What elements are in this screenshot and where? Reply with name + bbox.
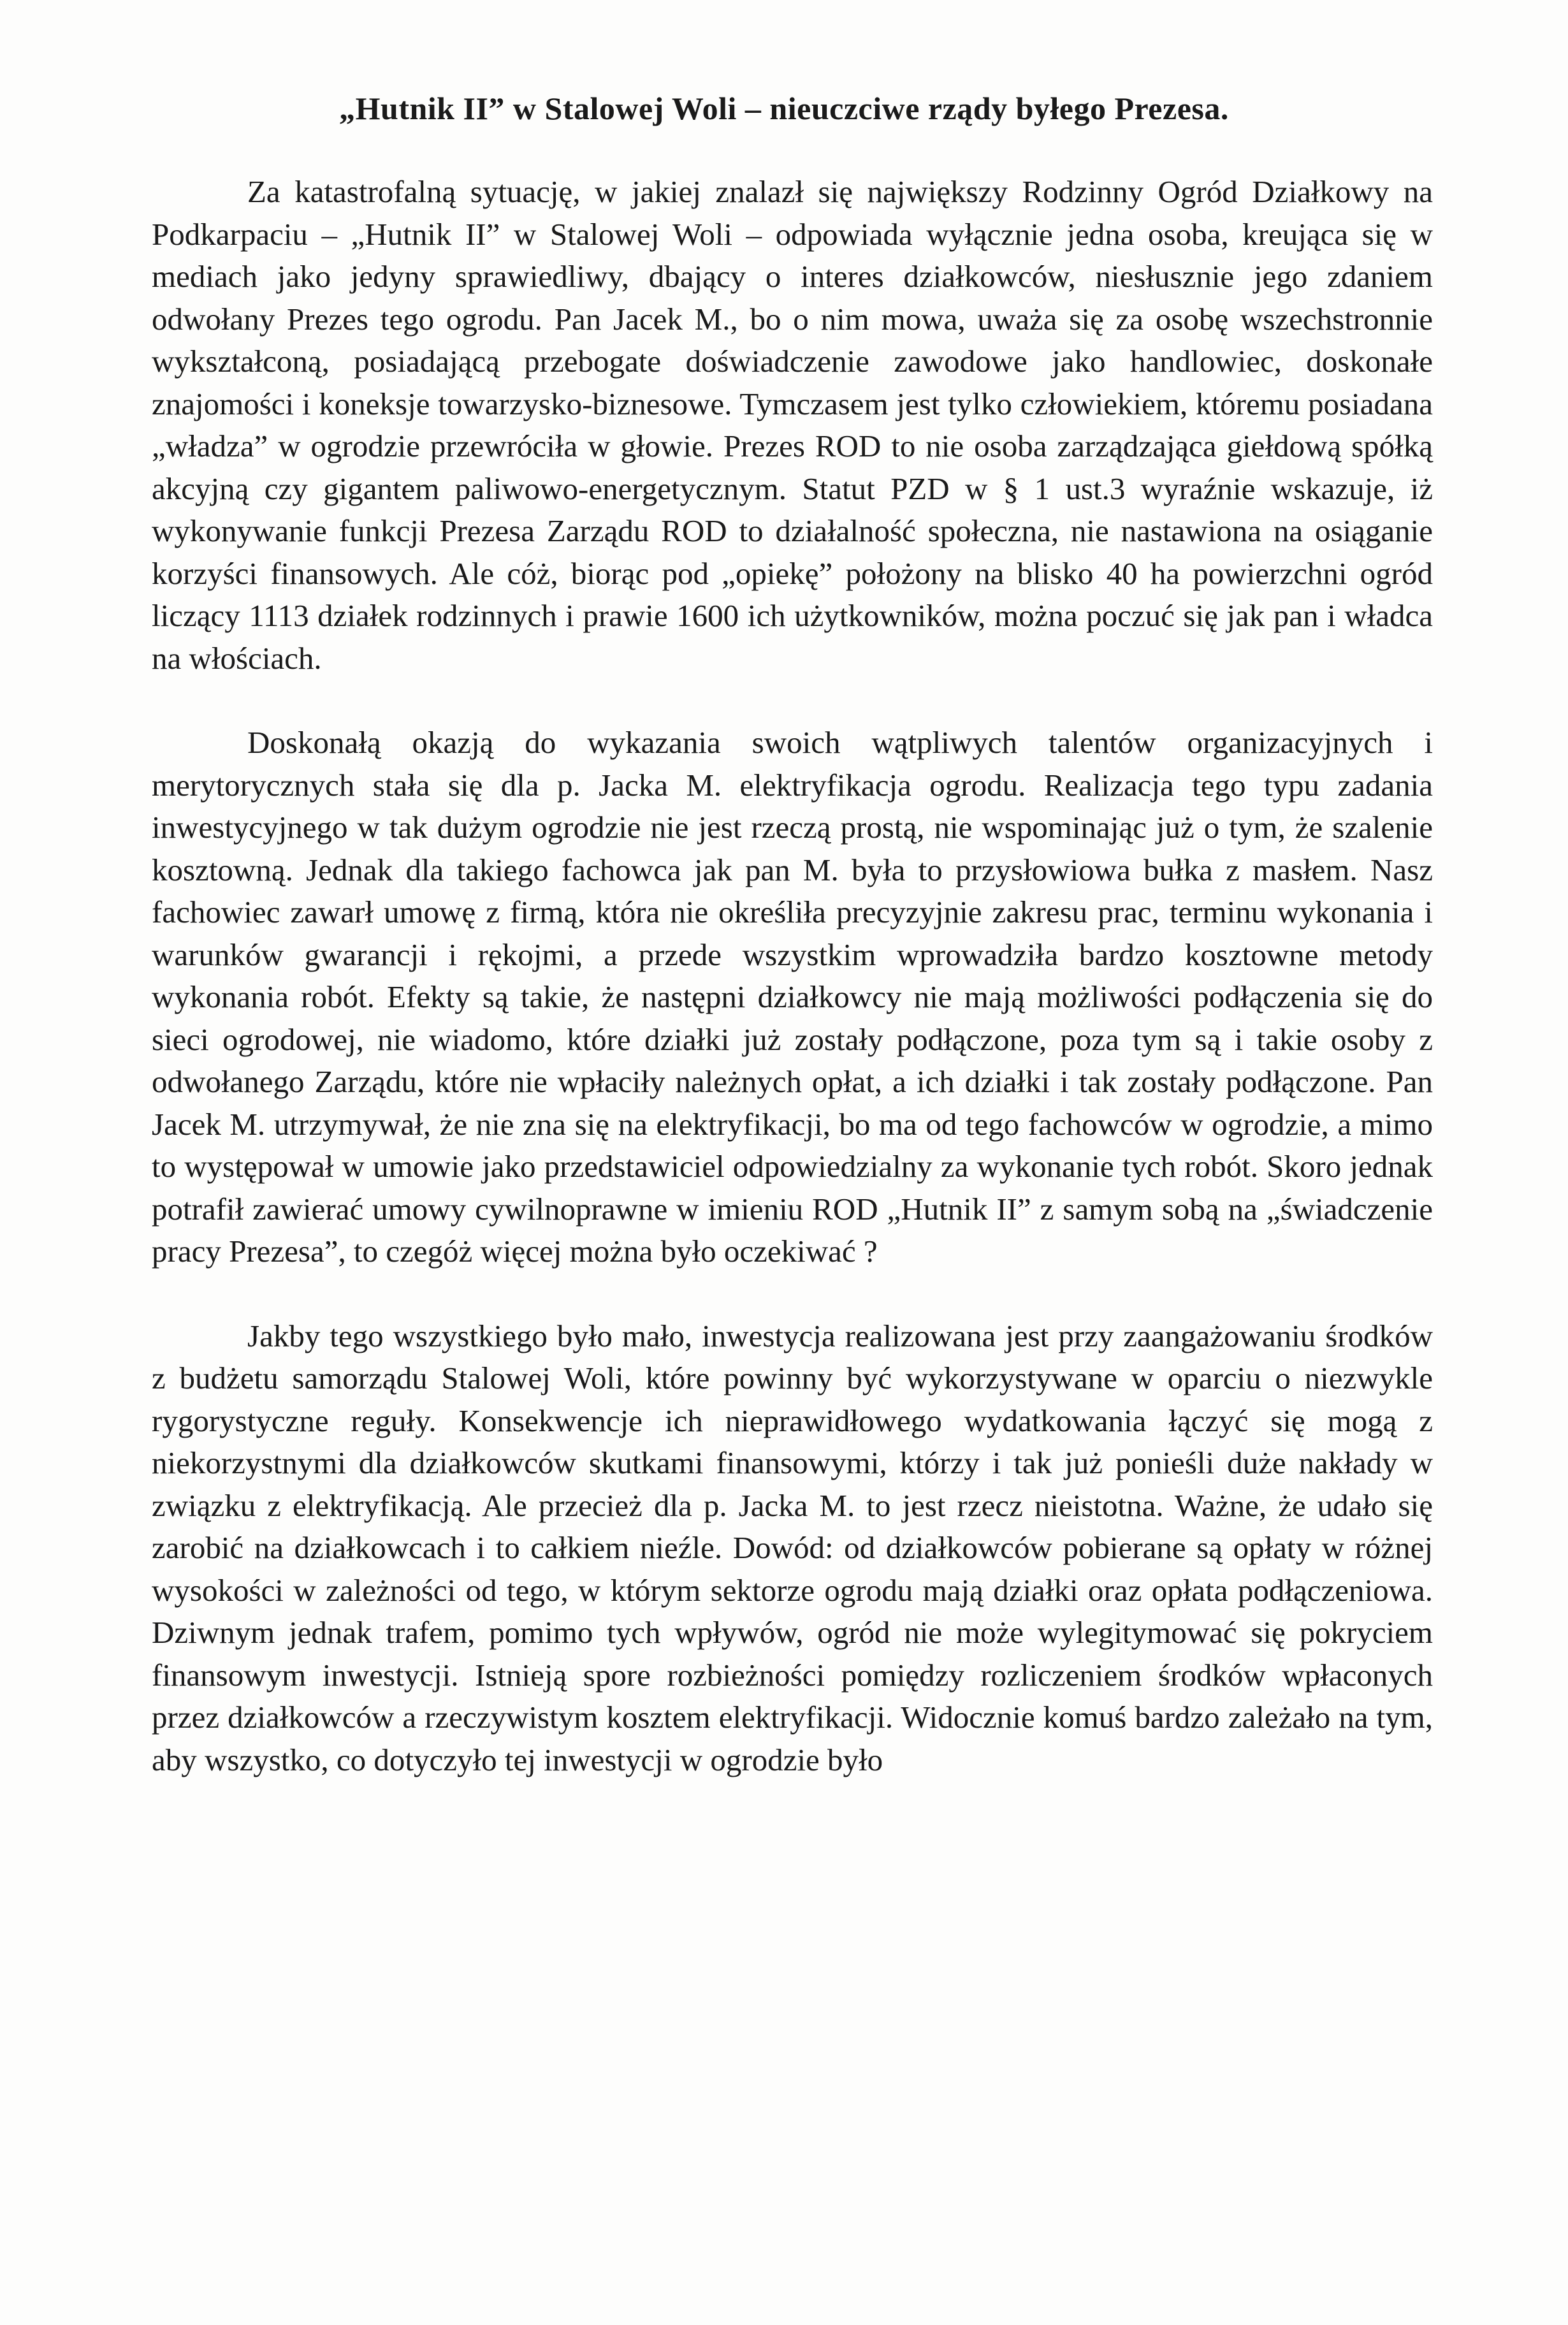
paragraph-3: Jakby tego wszystkiego było mało, inwestycja realizowana jest przy zaangażowaniu środków z budżetu samorządu Stalowej Woli, które powinny być wykorzystywane w oparciu o niezwykle rygorystyczne reguły. Konsekwencje ich nieprawidłowego wydatkowania łączyć się mogą z niekorzystnymi dla działkowców skutkami finansowymi, którzy i tak już ponieśli duże nakłady w związku z elektryfikacją. Ale przecież dla p. Jacka M. to jest rzecz nieistotna. Ważne, że udało się zarobić na działkowcach i to całkiem nieźle. Dowód: od działkowców pobierane są opłaty w różnej wysokości w zależności od tego, w którym sektorze ogrodu mają działki oraz opłata podłączeniowa. Dziwnym jednak trafem, pomimo tych wpływów, ogród nie może wylegitymować się pokryciem finansowym inwestycji. Istnieją spore rozbieżności pomiędzy rozliczeniem środków wpłaconych przez działkowców a rzeczywistym kosztem elektryfikacji. Widocznie komuś bardzo zależało na tym, aby wszystko, co dotyczyło tej inwestycji w ogrodzie było xyxy=(152,1318,1433,1777)
paragraph-1: Za katastrofalną sytuację, w jakiej znalazł się największy Rodzinny Ogród Działkowy na Podkarpaciu – „Hutnik II” w Stalowej Woli – odpowiada wyłącznie jedna osoba, kreująca się w mediach jako jedyny sprawiedliwy, dbający o interes działkowców, niesłusznie jego zdaniem odwołany Prezes tego ogrodu. Pan Jacek M., bo o nim mowa, uważa się za osobę wszechstronnie wykształconą, posiadającą przebogate doświadczenie zawodowe jako handlowiec, doskonałe znajomości i koneksje towarzysko-biznesowe. Tymczasem jest tylko człowiekiem, któremu posiadana „władza” w ogrodzie przewróciła w głowie. Prezes ROD to nie osoba zarządzająca giełdową spółką akcyjną czy gigantem paliwowo-energetycznym. Statut PZD w § 1 ust.3 wyraźnie wskazuje, iż wykonywanie funkcji Prezesa Zarządu ROD to działalność społeczna, nie nastawiona na osiąganie korzyści finansowych. Ale cóż, biorąc pod „opiekę” położony na blisko 40 ha powierzchni ogród liczący 1113 działek rodzinnych i prawie 1600 ich użytkowników, można poczuć się jak pan i władca na włościach. xyxy=(152,174,1433,676)
paragraph-2: Doskonałą okazją do wykazania swoich wątpliwych talentów organizacyjnych i merytorycznych stała się dla p. Jacka M. elektryfikacja ogrodu. Realizacja tego typu zadania inwestycyjnego w tak dużym ogrodzie nie jest rzeczą prostą, nie wspominając już o tym, że szalenie kosztowną. Jednak dla takiego fachowca jak pan M. była to przysłowiowa bułka z masłem. Nasz fachowiec zawarł umowę z firmą, która nie określiła precyzyjnie zakresu prac, terminu wykonania i warunków gwarancji i rękojmi, a przede wszystkim wprowadziła bardzo kosztowne metody wykonania robót. Efekty są takie, że następni działkowcy nie mają możliwości podłączenia się do sieci ogrodowej, nie wiadomo, które działki już zostały podłączone, poza tym są i takie osoby z odwołanego Zarządu, które nie wpłaciły należnych opłat, a ich działki i tak zostały podłączone. Pan Jacek M. utrzymywał, że nie zna się na elektryfikacji, bo ma od tego fachowców w ogrodzie, a mimo to występował w umowie jako przedstawiciel odpowiedzialny za wykonanie tych robót. Skoro jednak potrafił zawierać umowy cywilnoprawne w imieniu ROD „Hutnik II” z samym sobą na „świadczenie pracy Prezesa”, to czegóż więcej można było oczekiwać ? xyxy=(152,725,1433,1269)
document-body xyxy=(152,171,1433,1781)
document-title: „Hutnik II” w Stalowej Woli – nieuczciwe rządy byłego Prezesa. xyxy=(339,91,1229,126)
